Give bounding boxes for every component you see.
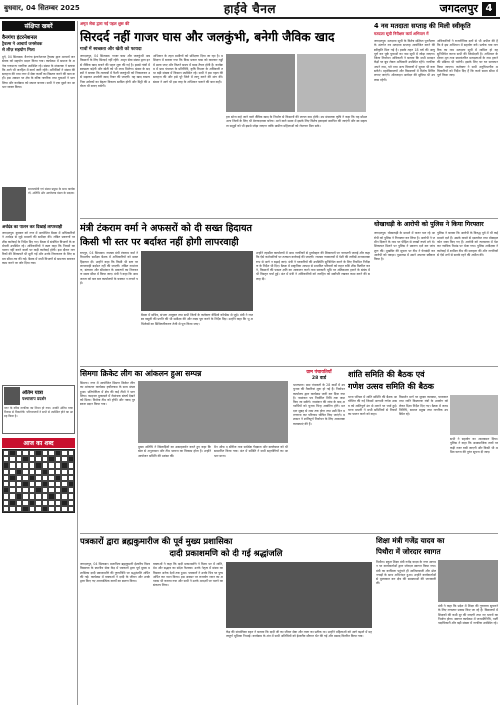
program-brief — [293, 369, 345, 529]
minister-story — [80, 221, 370, 365]
lead-kicker: अमृत सेवा द्वारा नई पहल शुरू की — [80, 21, 130, 26]
minister-subhead: किसी भी स्तर पर बर्दाश्त नहीं होगी लापरवाही — [80, 237, 239, 248]
sidebar-portrait-photo — [2, 187, 26, 221]
peace-headline-2: गणेश उत्सव समिति की बैठक — [348, 382, 434, 391]
program-brief-sub: 28 वार्ड — [311, 376, 327, 381]
right-top-subhead: मतदाता सूची निरीक्षण कार्य अभियान में — [374, 31, 429, 36]
sidebar-news2-body: जगदलपुर। बुधवार को नगर में आयोजित बैठक में अधिकारियों ने अर्थदंड से जुड़े मामलों की समीक्षा की। लंबित प्रकरणों पर शीघ्र कार्रवाई के निर्देश दिए गए। बैठक में संबंधित विभागों के कर्मचारी उपस्थित रहे। अधिकारियों ने स्पष्ट कहा कि नियमों का पालन नहीं करने वालों पर कड़ी कार्रवाई होगी। इस दौरान नागरिकों की शिकायतें भी सुनी गईं और उनके निराकरण के लिए समय सीमा तय की गई। बैठक में सभी विभागों से समन्वय बनाकर काम करने पर जोर दिया गया। — [2, 231, 75, 266]
peace-committee-story — [348, 369, 498, 531]
minister-body-col1: रायपुर, 04 सितम्बर। राजस्व मंत्री टंकराम वर्मा ने विभागीय समीक्षा बैठक में अधिकारियों को सख्त हिदायत दी। उन्होंने कहा कि किसी भी स्तर पर लापरवाही बर्दाश्त नहीं की जाएगी। लंबित नामांतरण, बंटवारा और सीमांकन के प्रकरणों का निराकरण समय सीमा में किया जाए। मंत्री ने कहा कि आम जनता को बार बार कार्यालयों के चक्कर न लगाने पड़ें। — [80, 251, 138, 286]
sidebar-section-label: संक्षिप्त खबरें — [2, 21, 75, 31]
program-brief-body: भाटापारा। ग्राम पंचायतों के 28 वार्डों में उपचुनाव की तैयारियां शुरू हो गई हैं। निर्वाचन कार्यालय द्वारा कार्यक्रम जारी कर दिया गया है। नामांकन पत्र निर्धारित तिथि तक जमा किए जा सकेंगे। नामांकन की जांच के बाद अभ्यर्थियों को चुनाव चिन्ह आवंटित होंगे। मतदान सुबह से शाम तक होगा तथा उसी दिन मतगणना कर परिणाम घोषित किए जाएंगे। प्रशासन ने शांतिपूर्ण निर्वाचन के लिए आवश्यक व्यवस्थाएं की हैं। — [293, 383, 345, 426]
right-top-body-col1: जगदलपुर। मतदाता सूची के विशेष संक्षिप्त पुनरीक्षण के अंतर्गत नव मतदाता सप्ताह आयोजित करने की स्वीकृति मिल गई है। इसके तहत 18 वर्ष की आयु पूर्ण कर चुके युवाओं का नाम सूची में जोड़ा जाएगा। जिला निर्वाचन अधिकारी ने बताया कि सभी मतदान केंद्रों पर बूथ लेवल अधिकारी उपस्थित रहेंगे। नागरिक अपने नाम, पते तथा अन्य विवरणों में सुधार भी करा सकेंगे। महाविद्यालयों और विद्यालयों में विशेष शिविर लगाए जाएंगे। ऑनलाइन आवेदन की सुविधा भी उपलब्ध रहेगी। — [374, 39, 435, 82]
peace-photo — [450, 395, 498, 435]
puzzle-title: आज का शब्द — [2, 438, 75, 448]
lead-body-col1: जगदलपुर, 04 सितम्बर। गाजर घास और जलकुंभी अब किसानों के लिए सिरदर्द नहीं रहेंगे। अमृत सेवा संस्था द्वारा इनसे जैविक खाद बनाने की पहल शुरू की गई है। इससे गांवों में स्वच्छता बढ़ेगी और खेती को भी लाभ मिलेगा। संस्था के सदस्यों ने बताया कि तालाबों में फैली जलकुंभी को निकालकर उसे सड़ाकर उपयोगी खाद तैयार की जाएगी। यह खाद रासायनिक उर्वरकों का बेहतर विकल्प साबित होगी और मिट्टी की उर्वरता भी बनाए रखेगी। — [80, 54, 150, 89]
sidebar-news1-title: वैनगंगा इंटरनेशनल — [2, 35, 37, 41]
sidebar-news1-body: दुर्ग, 04 सितम्बर। वैनगंगा इंटरनेशनल ट्रैवल्स द्वारा आचार्य जनसेवक को सहयोग प्रदान किया गया। कार्यक्रम में समाज के अनेक गणमान्य नागरिक उपस्थित रहे। संस्था के संचालक ने बताया कि आगे भी जनहित में कार्य जारी रहेंगे। अतिथियों ने संस्था की सराहना की तथा नगर में सेवा कार्यों का विस्तार करने की बात कही। इस अवसर पर क्षेत्र के वरिष्ठ नागरिक तथा युवाओं ने भाग लिया और कार्यक्रम को सफल बनाया। सभी ने एक दूसरे का आभार व्यक्त किया। — [2, 55, 75, 90]
obituary-label: अंतिम यात्रा — [22, 390, 43, 396]
education-headline: शिक्षा मंत्री गजेंद्र यादव का — [376, 536, 445, 545]
lead-story — [80, 21, 370, 217]
sidebar-news2-title: अर्थदंड का पालन कर दिखाई लापरवाही — [2, 224, 63, 229]
tribute-headline-2: दादी प्रकाशमणि को दी गई श्रद्धांजलि — [169, 548, 283, 558]
row-divider-2 — [80, 366, 498, 367]
lead-subhead: गावों में स्वच्छता और खेती को फायदा — [80, 47, 142, 52]
lead-body-col3: हरा सोना कहे जाने वाले जैविक खाद के निर्माण से किसानों की लागत कम होगी। उप संचालक कृषि ने कहा कि यह मॉडल अन्य जिलों के लिए भी प्रेरणादायक बनेगा। आने वाले समय में इसके लिए विशेष इकाइयां स्थापित की जाएंगी और स्व सहायता समूहों को भी इससे जोड़ा जाएगा ताकि ग्रामीण महिलाओं को रोजगार मिल सके। — [226, 115, 367, 128]
edition-city: जगदलपुर — [439, 2, 478, 15]
peace-body-col1: थाना परिसर में शांति समिति की बैठक आयोजित की गई जिसमें आगामी गणेश उत्सव को शांतिपूर्ण ढंग से मनाने पर चर्चा हुई। थाना प्रभारी ने सभी समितियों से नियमों का पालन करने को कहा। — [348, 395, 397, 417]
column-divider — [77, 21, 78, 705]
row-divider-1 — [80, 218, 498, 219]
education-photo — [438, 560, 498, 602]
cricket-headline: सिमगा क्रिकेट लीग का आंकलन हुआ सम्पन्न — [80, 369, 202, 378]
fraud-body-col1: जगदलपुर। धोखाधड़ी के मामले में फरार चल रहे आरोपी को पुलिस ने गिरफ्तार कर लिया है। आरोपी ने जमीन दिलाने के नाम पर पीड़ित से लाखों रुपये ठगे थे। शिकायत मिलने पर पुलिस ने प्रकरण दर्ज कर जांच शुरू की। मुखबिर की सूचना पर टीम ने घेराबंदी कर आरोपी को पकड़ा। पूछताछ में उसने अपराध स्वीकार किया है। — [374, 231, 435, 262]
obituary-body: नगर के वरिष्ठ नागरिक का निधन हो गया। उनकी अंतिम यात्रा निवास से निकलेगी। परिवारजनों ने सभी से उपस्थित होने का आग्रह किया है। — [4, 406, 73, 418]
tribute-story — [80, 536, 372, 706]
minister-body-col3: उन्होंने तहसील कार्यालयों में आम नागरिकों से दुर्व्यवहार की शिकायतों पर नाराजगी जताई और कहा कि ऐसे कर्मचारियों पर तत्काल कार्रवाई की जाएगी। राजस्व न्यायालयों में पेशी की तारीखें अनावश्यक रूप से आगे न बढ़ाई जाएं। मंत्री ने पटवारियों की उपस्थिति सुनिश्चित करने के लिए नियमित निरीक्षण के निर्देश भी दिए। बैठक में प्राकृतिक आपदा से प्रभावित परिवारों को राहत राशि शीघ्र वितरित करने, किसानों की फसल क्षति का आकलन करने तथा सरकारी भूमि पर अतिक्रमण हटाने के संबंध में भी विस्तृत चर्चा हुई। अंत में मंत्री ने अधिकारियों को जनहित को सर्वोपरि रखकर काम करने की सलाह दी। — [256, 251, 370, 281]
program-brief-title: ग्राम पंचायतियाँ — [306, 370, 332, 375]
lead-photo-2 — [297, 54, 366, 112]
right-top-body-col2: अधिकारियों ने राजनीतिक दलों से भी अपील की है कि वे इस अभियान में सहयोग करें। प्रत्येक पात्र नागरिक का नाम मतदाता सूची में शामिल हो यह सुनिश्चित करना सभी की जिम्मेदारी है। अभियान के दौरान मृत तथा स्थानांतरित मतदाताओं के नाम हटाने की प्रक्रिया भी चलेगी। इसके लिए घर घर सत्यापन किया जाएगा। कलेक्टर ने सभी अनुविभागीय अधिकारियों को निर्देश दिए हैं कि कार्य समय सीमा में पूर्ण किया जाए। — [437, 39, 498, 78]
peace-body-col3: सभी ने सहयोग का आश्वासन दिया। पुलिस ने कहा कि असामाजिक तत्वों पर कड़ी नजर रखी जाएगी और किसी भी अप्रिय घटना की तुरंत सूचना दी जाए। — [450, 437, 498, 454]
newspaper-brand: हाईवे चैनल — [223, 2, 277, 16]
education-body-col1: पिथौरा। स्कूल शिक्षा मंत्री गजेंद्र यादव के नगर आगमन पर कार्यकर्ताओं द्वारा जोरदार स्वागत किया गया। मंत्री का काफिला पहुंचते ही आतिशबाजी और ढोल नगाड़ों के साथ अभिनंदन हुआ। उन्होंने कार्यकर्ताओं से मुलाकात कर क्षेत्र की समस्याओं की जानकारी ली। — [376, 560, 436, 586]
education-headline-2: पिथौरा में जोरदार स्वागत — [376, 547, 441, 556]
issue-date: बुधवार, 04 सितम्बर 2025 — [4, 4, 80, 12]
peace-body-col2: विसर्जन मार्ग पर सुरक्षा व्यवस्था, यातायात तथा ध्वनि विस्तारक यंत्रों के उपयोग को लेकर दिशा निर्देश दिए गए। बैठक में जनप्रतिनिधि, समाज प्रमुख तथा नागरिक उपस्थित रहे। — [399, 395, 448, 417]
lead-photo-1 — [226, 54, 295, 112]
right-top-story — [374, 21, 498, 217]
sidebar-news1-sub2: से लीज़ सहयोग मिला — [2, 47, 35, 52]
cricket-body-col3: मैन ऑफ द सीरीज तथा सर्वश्रेष्ठ गेंदबाज और बल्लेबाज को भी सम्मानित किया गया। अंत में समिति ने सभी सहयोगियों का आभार माना। — [214, 445, 288, 458]
lead-body-col2: अभियान के तहत ग्रामीणों को प्रशिक्षण दिया जा रहा है। प्रशिक्षण में बताया गया कि किस प्रकार घास को काटकर गड्ढों में डाला जाए और कितने समय में खाद तैयार होती है। कार्यक्रम में ग्राम पंचायत के प्रतिनिधि, कृषि विभाग के अधिकारी तथा बड़ी संख्या में किसान उपस्थित रहे। सभी ने इस पहल की सराहना की और इसे पूरे जिले में लागू करने की मांग की। संस्था ने आगे भी इस तरह के अभियान चलाने की बात कही। — [153, 54, 223, 84]
masthead — [0, 0, 500, 17]
lead-headline: सिरदर्द नहीं गाजर घास और जलकुंभी, बनेगी जैविक खाद — [80, 30, 335, 44]
cricket-story — [80, 369, 290, 531]
masthead-rule — [0, 17, 500, 19]
page-number: 4 — [482, 2, 496, 16]
peace-headline: शांति समिति की बैठक एवं — [348, 370, 425, 379]
cricket-body-col2: मुख्य अतिथि ने खिलाड़ियों का उत्साहवर्धन करते हुए कहा कि खेल से अनुशासन और टीम भावना का विकास होता है। उन्होंने आयोजन समिति की प्रशंसा की। — [138, 445, 211, 458]
minister-body-col2: बैठक में सचिव, संभाग आयुक्त तथा सभी जिलों के कलेक्टर वीडियो कॉन्फ्रेंस से जुड़े। मंत्री ने राजस्व वसूली की प्रगति की भी समीक्षा की और लक्ष्य पूरा करने के निर्देश दिए। उन्होंने कहा कि भू अभिलेखों का डिजिटलीकरण तेजी से पूरा किया जाए। — [141, 313, 253, 326]
tribute-body-col1: जगदलपुर, 04 सितम्बर। प्रजापिता ब्रह्मकुमारी ईश्वरीय विश्वविद्यालय के स्थानीय सेवा केंद्र में पत्रकारों द्वारा पूर्व मुख्य प्रशासिका दादी प्रकाशमणि की पुण्यतिथि पर श्रद्धांजलि अर्पित की गई। कार्यक्रम में वक्ताओं ने दादी के जीवन और उनके द्वारा किए गए आध्यात्मिक कार्यों का स्मरण किया। — [80, 562, 150, 584]
fraud-body-col2: पुलिस ने बताया कि आरोपी के विरुद्ध पूर्व में भी कई मामले दर्ज हैं। उसके कब्जे से दस्तावेज तथा मोबाइल फोन जब्त किए गए हैं। आरोपी को न्यायालय में पेश कर न्यायिक रिमांड पर भेजा गया। पुलिस अधीक्षक ने कार्रवाई में शामिल टीम की सराहना की और नागरिकों से ऐसे ठगों से सतर्क रहने की अपील की। — [437, 231, 498, 257]
fraud-story — [374, 221, 498, 361]
education-story — [376, 536, 498, 706]
tribute-body-col2: वक्ताओं ने कहा कि दादी प्रकाशमणि ने विश्व भर में शांति, प्रेम और सद्भाव का संदेश फैलाया। उनके नेतृत्व में संस्था का विस्तार अनेक देशों तक हुआ। पत्रकारों ने उनके चित्र पर पुष्प अर्पित कर नमन किया। इस अवसर पर राजयोग ध्यान का अभ्यास भी कराया गया और सभी ने उनके आदर्शों पर चलने का संकल्प लिया। — [153, 562, 223, 588]
sidebar-portrait-caption: समाजसेवी एवं संस्था प्रमुख के साथ कार्यकर्ता, अतिथि और आयोजक मंडल के सदस्य। — [28, 187, 75, 195]
cricket-photo — [138, 381, 288, 443]
fraud-headline: धोखाधड़ी के आरोपी को पुलिस ने किया गिरफ्तार — [374, 221, 484, 228]
minister-headline: मंत्री टंकराम वर्मा ने अफसरों को दी सख्त हिदायत — [80, 223, 253, 234]
minister-photo — [141, 251, 253, 311]
obituary-photo — [4, 387, 20, 405]
obituary-title: पश्चात्ताप प्रदर्शन — [22, 396, 47, 401]
education-body-col2: मंत्री ने कहा कि प्रदेश में शिक्षा की गुणवत्ता सुधारने के लिए लगातार प्रयास किए जा रहे हैं। विद्यालयों में शिक्षकों की कमी दूर की जाएगी तथा नए भवनों का निर्माण होगा। स्वागत कार्यक्रम में जनप्रतिनिधि, पार्टी पदाधिकारी और बड़ी संख्या में नागरिक उपस्थित रहे। — [438, 604, 498, 626]
cricket-body-col1: सिमगा। नगर में आयोजित सिमगा क्रिकेट लीग का आंकलन कार्यक्रम हर्षोल्लास के साथ संपन्न हुआ। प्रतियोगिता में क्षेत्र की कई टीमों ने भाग लिया। फाइनल मुकाबले में रोमांचक संघर्ष देखने को मिला। विजेता टीम को ट्रॉफी और नकद पुरस्कार प्रदान किया गया। — [80, 381, 135, 407]
row-divider-3 — [80, 533, 498, 534]
tribute-body-col3: केंद्र की संचालिका बहन ने बताया कि दादी जी का जीवन सेवा और त्याग का प्रतीक था। उन्होंने महिलाओं को आगे बढ़ाने में महत्वपूर्ण भूमिका निभाई। कार्यक्रम के अंत में सभी अतिथियों को ईश्वरीय सौगात भेंट की गई और प्रसाद वितरित किया गया। — [226, 630, 372, 639]
crossword-grid — [2, 449, 75, 513]
tribute-photo — [226, 562, 372, 628]
obituary-box — [2, 385, 75, 434]
sidebar-news1-sub1: ट्रैवल्स ने आचार्य जनसेवक — [2, 41, 43, 46]
right-top-headline: 4 नव मतदाता सप्ताह की मिली स्वीकृति — [374, 22, 471, 30]
left-sidebar — [2, 21, 75, 705]
tribute-headline: पत्रकारों द्वारा ब्रह्मकुमारीज की पूर्व मुख्य प्रशासिका — [80, 536, 233, 546]
